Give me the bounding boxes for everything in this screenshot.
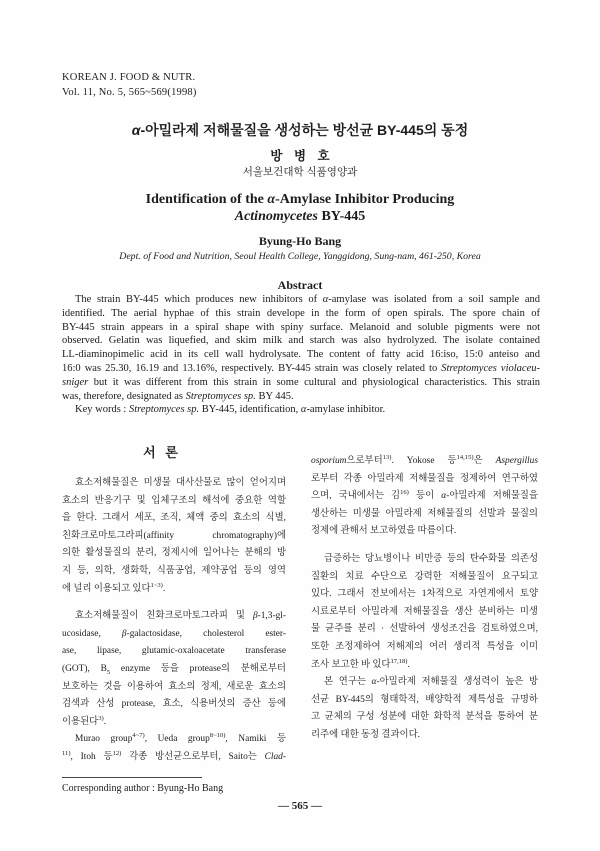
text-run: , Ueda group bbox=[144, 734, 210, 745]
italic-text: Clad- bbox=[264, 751, 286, 762]
korean-author: 방 병 호 bbox=[270, 149, 334, 163]
abstract-line bbox=[62, 321, 540, 335]
text-run: 보호하는 것을 이용하여 효소의 정제, 새로운 효소의 bbox=[62, 681, 286, 692]
abstract-line bbox=[62, 348, 540, 362]
text-line bbox=[62, 643, 286, 661]
text-line bbox=[311, 569, 538, 587]
english-author: Byung-Ho Bang bbox=[258, 234, 342, 248]
text-run: ucosidase, bbox=[62, 628, 122, 639]
journal-header bbox=[62, 70, 197, 100]
body-column-right bbox=[311, 453, 538, 745]
abstract-body bbox=[62, 293, 540, 403]
abstract-line bbox=[62, 390, 540, 404]
italic-text: α bbox=[441, 491, 447, 502]
korean-affiliation: 서울보건대학 식품영양과 bbox=[242, 166, 358, 178]
text-line bbox=[62, 510, 286, 528]
citation-superscript: 14,15) bbox=[456, 453, 474, 461]
text-line bbox=[62, 696, 286, 714]
subscript-text: 5 bbox=[106, 668, 111, 676]
text-line bbox=[62, 493, 286, 511]
text-run: 효소의 반응기구 및 입체구조의 해석에 중요한 역할 bbox=[62, 495, 286, 506]
text-run: , Namiki 등 bbox=[225, 734, 286, 745]
text-run: , Itoh 등 bbox=[70, 751, 113, 762]
text-run: BY-445 strain appears in a spiral shape with spiny surface. Melanoid and soluble pigments were not bbox=[62, 321, 540, 333]
text-run: BY 445. bbox=[255, 390, 294, 402]
text-run: -1,3-gl- bbox=[257, 611, 286, 622]
text-run: 효소저해물질은 미생물 대사산물로 많이 얻어지며 bbox=[75, 478, 286, 488]
text-run: 로부터 각종 아밀라제 저해물질을 정제하여 연구하였 bbox=[311, 473, 538, 484]
citation-superscript: 17,18) bbox=[390, 657, 408, 665]
text-line bbox=[62, 581, 286, 599]
paragraph bbox=[62, 608, 286, 731]
text-run: . bbox=[162, 583, 166, 594]
text-run: 등이 bbox=[408, 491, 442, 502]
text-run: 정제에 관해서 보고하였을 따름이다. bbox=[311, 526, 457, 537]
text-line bbox=[311, 586, 538, 604]
section-heading-introduction: 서 론 bbox=[143, 445, 181, 460]
text-run: -amylase was isolated from a soil sample and bbox=[328, 294, 540, 305]
text-run: but it was different from this strain in some cultural and physiological characteristics. This strain bbox=[88, 376, 540, 388]
text-run: -Amylase Inhibitor Producing bbox=[275, 192, 455, 207]
text-run: LL-diaminopimelic acid in its cell wall hydrolysate. The content of fatty acid 16:iso, 15:0 anteiso and bbox=[62, 349, 540, 361]
text-line bbox=[311, 657, 538, 675]
text-run: 선균 BY-445의 형태학적, 배양학적 제특성을 규명하 bbox=[311, 694, 538, 705]
text-run: The strain BY-445 which produces new inhibitors of bbox=[75, 294, 323, 305]
text-run: identified. The aerial hyphae of this strain develope in the form of open spirals. The spore chain of bbox=[62, 307, 540, 319]
text-run: 생산하는 미생물 아밀라제 저해물질의 선발과 물질의 bbox=[311, 508, 538, 519]
italic-text: Streptomyces violaceu- bbox=[441, 362, 540, 374]
text-run: 검색과 산성 protease, 효소, 식용버섯의 증산 등에 bbox=[62, 699, 286, 710]
paragraph bbox=[62, 731, 286, 766]
text-run: 이용된다 bbox=[62, 716, 99, 727]
text-run: ase, lipase, glutamic-oxaloacetate transferase bbox=[62, 646, 286, 657]
paragraph bbox=[311, 551, 538, 674]
italic-text: Streptomyces sp. bbox=[128, 404, 200, 415]
paragraph bbox=[62, 475, 286, 598]
abstract-line bbox=[62, 307, 540, 321]
text-run: (GOT), B bbox=[62, 663, 107, 674]
text-line bbox=[311, 727, 538, 745]
italic-text: β bbox=[252, 611, 258, 622]
text-run: -아밀라제 저해물질을 생성하는 방선균 BY-445의 동정 bbox=[140, 122, 469, 138]
text-line bbox=[311, 692, 538, 710]
text-line bbox=[62, 749, 286, 767]
italic-text: Actinomycetes bbox=[234, 209, 318, 224]
text-run: 은 bbox=[473, 456, 496, 466]
italic-text: sniger bbox=[62, 376, 89, 388]
text-run: Key words : bbox=[75, 404, 129, 415]
italic-text: Aspergillus bbox=[495, 456, 538, 466]
footnote-divider bbox=[62, 777, 202, 778]
text-run: -아밀라제 저해물질을 bbox=[446, 491, 538, 502]
text-line bbox=[62, 679, 286, 697]
text-line bbox=[311, 488, 538, 506]
text-line bbox=[62, 475, 286, 493]
text-run: enzyme 등을 protease의 분해로부터 bbox=[110, 663, 286, 674]
text-line bbox=[62, 563, 286, 581]
text-run: was, therefore, designated as bbox=[62, 390, 186, 402]
italic-text: osporium bbox=[311, 456, 347, 466]
text-run: 으며, 국내에서는 김 bbox=[311, 491, 401, 502]
italic-text: β bbox=[121, 628, 127, 639]
korean-title bbox=[0, 120, 600, 140]
text-run: 을 한다. 그래서 세포, 조직, 체액 중의 효소의 식별, bbox=[62, 513, 286, 524]
text-line bbox=[311, 621, 538, 639]
text-run: 본 연구는 bbox=[324, 677, 372, 688]
page-number: — 565 — bbox=[278, 800, 322, 812]
text-line bbox=[62, 731, 286, 749]
text-run: -아밀라제 저해물질 생성력이 높은 방 bbox=[376, 677, 539, 688]
text-run: 의한 활성물질의 분리, 정제시에 일어나는 분해의 방 bbox=[62, 548, 286, 559]
italic-text: α bbox=[131, 122, 141, 138]
text-line bbox=[311, 639, 538, 657]
citation-superscript: 13) bbox=[382, 453, 392, 461]
text-line bbox=[311, 551, 538, 569]
italic-text: Streptomyces sp. bbox=[185, 390, 256, 402]
text-run: 에 널리 이용되고 있다 bbox=[62, 583, 151, 594]
text-line bbox=[62, 608, 286, 626]
text-run: . bbox=[103, 716, 107, 727]
text-run: BY-445, identification, bbox=[199, 404, 301, 415]
citation-superscript: 11) bbox=[62, 749, 71, 757]
citation-superscript: 12) bbox=[112, 749, 122, 757]
text-run: 급증하는 당뇨병이나 비만증 등의 탄수화물 의존성 bbox=[324, 553, 538, 564]
text-run: 또한 조정제하여 저해제의 여러 생리적 특성을 이미 bbox=[311, 641, 538, 652]
text-line bbox=[62, 714, 286, 732]
text-run: 질환의 치료 수단으로 강력한 저해물질이 요구되고 bbox=[311, 571, 538, 582]
text-line bbox=[311, 471, 538, 489]
text-run: 16:0 was 25.30, 16.19 and 13.16%, respectively. BY-445 strain was closely related to bbox=[62, 362, 442, 374]
paragraph bbox=[311, 674, 538, 744]
paragraph bbox=[311, 453, 538, 541]
journal-name: KOREAN J. FOOD & NUTR. bbox=[62, 72, 196, 83]
italic-text: α bbox=[371, 677, 377, 688]
text-run: 친화크로마토그라피(affinity chromatography)에 bbox=[62, 530, 286, 541]
text-run: 고 균체의 구성 성분에 대한 화학적 분석을 통하여 분 bbox=[311, 712, 538, 723]
text-line bbox=[311, 709, 538, 727]
text-run: -amylase inhibitor. bbox=[306, 404, 386, 415]
journal-volume: Vol. 11, No. 5, 565~569(1998) bbox=[62, 87, 197, 98]
text-line bbox=[311, 604, 538, 622]
italic-text: α bbox=[322, 294, 329, 305]
text-run: 물 균주를 분리 · 선발하여 생성조건을 검토하였으며, bbox=[311, 624, 538, 635]
text-line bbox=[311, 523, 538, 541]
abstract-line bbox=[62, 334, 540, 348]
citation-superscript: 16) bbox=[400, 489, 409, 497]
text-run: 효소저해물질이 친화크로마토그라피 및 bbox=[75, 611, 253, 622]
italic-text: α bbox=[267, 192, 276, 207]
english-title-line bbox=[0, 191, 600, 208]
text-line bbox=[62, 545, 286, 563]
italic-text: α bbox=[300, 404, 307, 415]
citation-superscript: 4~7) bbox=[132, 732, 145, 740]
text-line bbox=[62, 661, 286, 679]
body-column-left bbox=[62, 475, 286, 767]
text-run: -galactosidase, cholesterol ester- bbox=[126, 628, 286, 639]
text-run: . bbox=[407, 659, 410, 670]
text-run: 지 등, 의학, 생화학, 식품공업, 제약공업 등의 영역 bbox=[62, 565, 286, 576]
abstract-line bbox=[62, 376, 540, 390]
english-title bbox=[0, 191, 600, 225]
text-run: observed. Gelatin was liquefied, and skim milk and starch was also hydrolyzed. The isolate contained bbox=[62, 335, 540, 347]
citation-superscript: 8~10) bbox=[209, 732, 226, 740]
text-line bbox=[311, 674, 538, 692]
text-line bbox=[311, 506, 538, 524]
text-run: . Yokose 등 bbox=[391, 456, 457, 466]
text-line bbox=[62, 626, 286, 644]
text-run: 으로부터 bbox=[346, 456, 383, 466]
text-line bbox=[311, 453, 538, 471]
text-run: 조사 보고한 바 있다 bbox=[311, 659, 391, 670]
abstract-line bbox=[62, 362, 540, 376]
text-run: Murao group bbox=[75, 734, 133, 745]
abstract-line bbox=[62, 293, 540, 307]
text-run: 리주에 대한 동정 결과이다. bbox=[311, 729, 420, 740]
text-run: Identification of the bbox=[145, 192, 268, 207]
citation-superscript: 1~3) bbox=[150, 581, 163, 589]
corresponding-author-footnote: Corresponding author : Byung-Ho Bang bbox=[62, 783, 224, 794]
keywords-line bbox=[62, 403, 540, 417]
text-run: BY-445 bbox=[317, 209, 366, 224]
text-run: 각종 방선균으로부터, Saito는 bbox=[121, 751, 265, 762]
citation-superscript: 3) bbox=[98, 714, 104, 722]
text-run: 있다. 그래서 전보에서는 1차적으로 자연계에서 토양 bbox=[311, 589, 538, 600]
text-line bbox=[62, 528, 286, 546]
english-title-line bbox=[0, 208, 600, 225]
text-run: 시료로부터 아밀라제 저해물질을 생산 분비하는 미생 bbox=[311, 606, 538, 617]
english-affiliation: Dept. of Food and Nutrition, Seoul Health College, Yanggidong, Sung-nam, 461-250, Korea bbox=[119, 251, 481, 262]
abstract-heading: Abstract bbox=[277, 278, 323, 292]
